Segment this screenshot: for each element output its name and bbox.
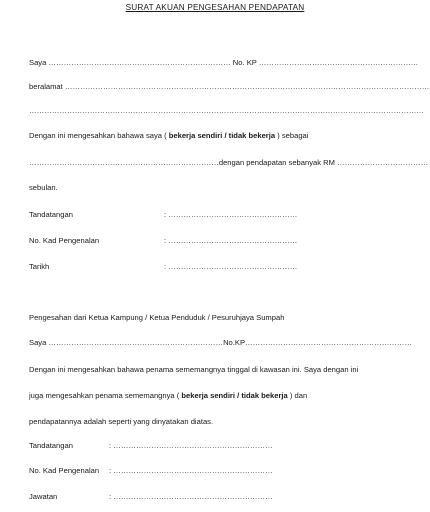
date-label: Tarikh [29,262,50,271]
verifier-position-field: : ……………………………………………………… [109,492,273,501]
declaration-employment-status: bekerja sendiri / tidak bekerja [168,131,276,140]
document-title: SURAT AKUAN PENGESAHAN PENDAPATAN [125,3,305,12]
declaration-prefix: Dengan ini mengesahkan bahawa saya ( [29,131,169,140]
ic-label: No. Kad Pengenalan [29,236,100,245]
verifier-ic-label: No. Kad Pengenalan [29,466,100,475]
declaration-line [29,131,308,141]
verification-employment-status: bekerja sendiri / tidak bekerja [181,391,288,400]
verifier-ic-field: : ……………………………………………………… [109,466,273,475]
verifier-position-label: Jawatan [29,492,58,501]
date-field: : …………………………………………… [164,262,298,271]
verifier-name-ic-line: Saya ……………………………………………………………No.KP………………………………………………………… [29,338,413,347]
address-line: beralamat ……………………………………………………………………………………………………………………………… [29,82,430,91]
verification-paragraph-line-2 [29,391,307,401]
signature-label: Tandatangan [29,210,73,219]
verification-prefix: juga mengesahkan penama sememangnya ( [29,391,182,400]
verifier-signature-label: Tandatangan [29,441,73,450]
verification-paragraph-line-1: Dengan ini mengesahkan bahawa penama sememangnya tinggal di kawasan ini. Saya dengan ini [29,365,359,374]
verifier-signature-field: : ……………………………………………………… [109,441,273,450]
income-line: …………………………………………………………………dengan pendapatan sebanyak RM ……………………………… [29,158,429,167]
declaration-suffix: ) sebagai [275,131,309,140]
monthly-label: sebulan. [29,183,58,192]
signature-field: : …………………………………………… [164,210,298,219]
verification-paragraph-line-3: pendapatannya adalah seperti yang dinyatakan diatas. [29,417,214,426]
verification-suffix: ) dan [287,391,308,400]
ic-field: : …………………………………………… [164,236,298,245]
name-ic-line: Saya ……………………………………………………………… No. KP ……………………………………………………… [29,58,419,67]
address-continuation-line: ………………………………………………………………………………………………………………………………………… [29,106,424,115]
verification-heading: Pengesahan dari Ketua Kampung / Ketua Penduduk / Pesuruhjaya Sumpah [29,313,285,322]
